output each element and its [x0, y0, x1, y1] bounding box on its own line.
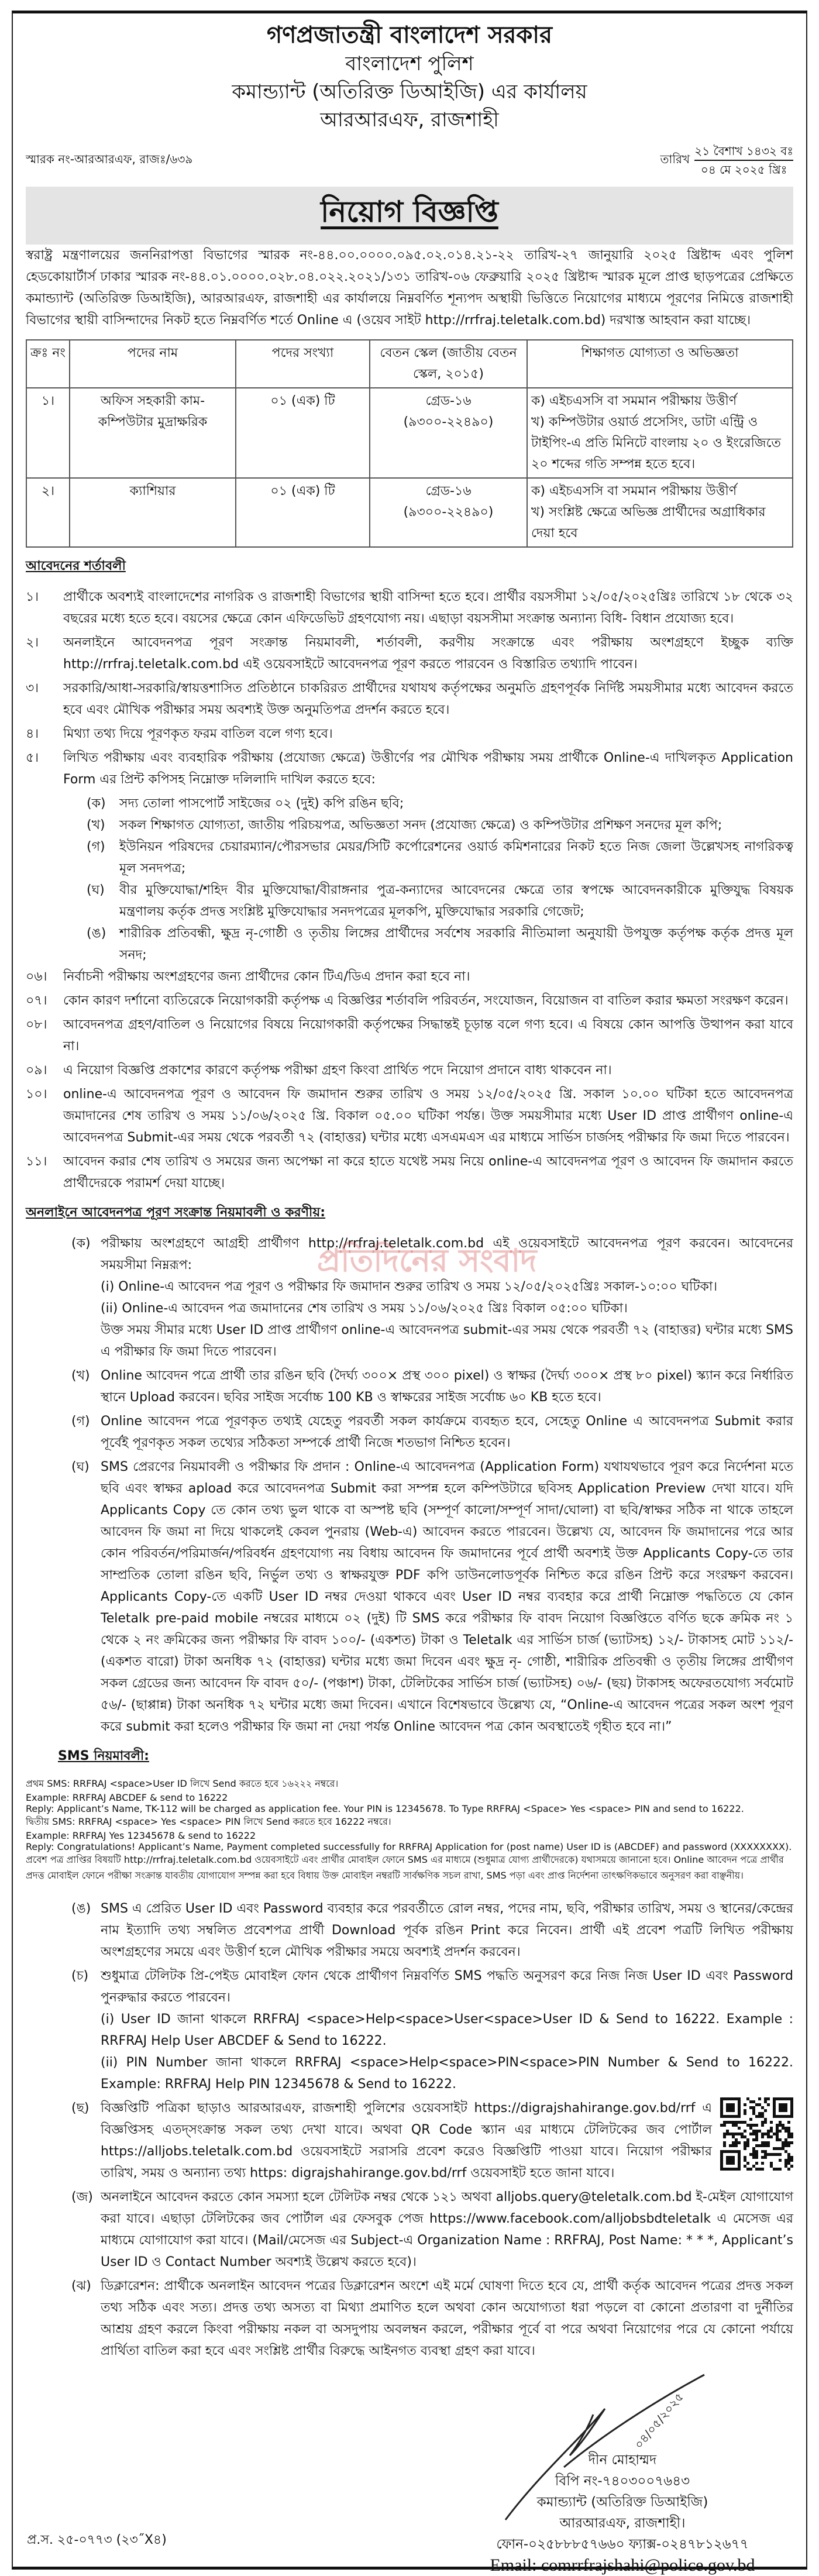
requirement-label: (ঘ)	[87, 883, 105, 897]
condition-number: ২।	[26, 635, 39, 650]
conditions-title: আবেদনের শর্তাবলী	[26, 559, 126, 573]
condition-number: ৪।	[26, 727, 39, 741]
online-rule-item	[71, 2097, 793, 2184]
scale: (৯৩০০-২২৪৯০)	[403, 505, 494, 520]
online-rule-label: (গ)	[71, 1414, 90, 1429]
table-header: পদের সংখ্যা	[236, 340, 370, 388]
newspaper-watermark: প্রতিদিনের সংবাদ	[317, 1242, 537, 1279]
office-name: কমান্ড্যান্ট (অতিরিক্ত ডিআইজি) এর কার্যালয়	[232, 80, 587, 104]
date-gregorian: ০৪ মে ২০২৫ খ্রিঃ	[700, 163, 787, 177]
condition-text: আবেদন করার শেষ তারিখ ও সময়ের জন্য অপেক্ষা না করে হাতে যথেষ্ট সময় নিয়ে online-এ আবেদনপত্র পূরণ ও আবেদন ফি জমাদান করতে প্রার্থীদেরকে পরামর্শ দেয়া যাচ্ছে।	[63, 1154, 793, 1191]
spacer	[26, 1884, 793, 1898]
online-rule-item	[71, 1456, 793, 1738]
condition-text: আবেদনপত্র গ্রহণ/বাতিল ও নিয়োগের বিষয়ে নিয়োগকারী কর্তৃপক্ষের সিদ্ধান্তই চূড়ান্ত বলে গণ্য হবে। এ বিষয়ে কোন আপত্তি উত্থাপন করা যাবে না।	[63, 1017, 793, 1054]
sms-rule-line: প্রথম SMS: RRFRAJ <space>User ID লিখে Send করতে হবে ১৬২২২ নম্বরে।	[26, 1778, 339, 1789]
condition-text: কোন কারণ দর্শানো ব্যতিরেকে নিয়োগকারী কর্তৃপক্ষ এ বিজ্ঞপ্তির শর্তাবলি পরিবর্তন, সংযোজন, বিয়োজন বা বাতিল করার ক্ষমতা সংরক্ষণ করেন।	[63, 993, 789, 1008]
signatory-name: দীন মোহাম্মদ	[588, 2453, 657, 2468]
online-rule-item	[71, 1898, 793, 1963]
qualification-line: খ) কম্পিউটার ওয়ার্ড প্রসেসিং, ডাটা এন্ট্রি ও টাইপিং-এ প্রতি মিনিটে বাংলায় ২০ ও ইংরেজিতে ২০ শব্দের গতি সম্পন্ন হতে হবে।	[531, 415, 781, 472]
online-rule-line: বিজ্ঞপ্তিটি পত্রিকা ছাড়াও আরআরএফ, রাজশাহী পুলিশের ওয়েবসাইট https://digrajshahirange.gov.bd/rrf এ বিজ্ঞপ্তিসহ এতদ্‌সংক্রান্ত সকল তথ্য দেখা যাবে। অথবা QR Code স্ক্যান এর মাধ্যমে টেলিটকের জব পোর্টাল https://alljobs.teletalk.com.bd ওয়েবসাইটে সরাসরি প্রবেশ করেও বিজ্ঞপ্তিটি পাওয়া যাবে। নিয়োগ পরীক্ষার তারিখ, সময় ও অন্যান্য তথ্য https: digrajshahirange.gov.bd/rrf ওয়েবসাইট হতে জানা যাবে।	[101, 2101, 712, 2181]
requirement-label: (ঙ)	[87, 926, 106, 941]
online-rule-line: উক্ত সময় সীমার মধ্যে User ID প্রাপ্ত প্রার্থীগণ online-এ আবেদনপত্র submit-এর সময় থেকে পরবর্তী ৭২ (বাহাত্তর) ঘন্টার মধ্যে SMS এ পরীক্ষার ফি জমা দিতে পারবেন।	[101, 1323, 793, 1359]
condition-item	[26, 990, 793, 1012]
online-rule-item	[71, 2186, 793, 2273]
date-label: তারিখ	[660, 152, 690, 166]
table-header: শিক্ষাগত যোগ্যতা ও অভিজ্ঞতা	[527, 340, 793, 388]
post-count-cell: ০১ (এক) টি	[236, 478, 370, 547]
table-header: ক্রঃ নং	[26, 340, 70, 388]
signatory-office: আরআরএফ, রাজশাহী।	[559, 2516, 686, 2531]
condition-item	[26, 723, 793, 745]
online-rule-line: (ii) PIN Number জানা থাকলে RRFRAJ <space>Help<space>PIN<space>PIN Number & Send to 16222. Example: RRFRAJ Help PIN 12345678 & Send to 16222.	[101, 2055, 793, 2092]
pay-scale-cell	[370, 388, 527, 478]
condition-number: ৫।	[26, 751, 39, 765]
requirement-label: (গ)	[87, 840, 105, 854]
vacancy-table	[26, 339, 793, 548]
qr-code-icon	[720, 2097, 793, 2171]
condition-item	[26, 632, 793, 675]
online-rule-label: (জ)	[71, 2190, 93, 2204]
scale: (৯৩০০-২২৪৯০)	[403, 415, 494, 429]
memo-row	[26, 142, 793, 178]
condition-item	[26, 1151, 793, 1194]
table-row	[26, 478, 793, 547]
signature-block	[26, 2374, 793, 2575]
condition-item	[26, 966, 793, 988]
requirement-text: সকল শিক্ষাগত যোগ্যতা, জাতীয় পরিচয়পত্র, অভিজ্ঞতা সনদ (প্রযোজ্য ক্ষেত্রে) ও কম্পিউটার প্রশিক্ষণ সনদের মূল কপি;	[119, 818, 722, 833]
sms-rule-line: Example: RRFRAJ ABCDEF & send to 16222	[26, 1792, 228, 1803]
grade: গ্রেড-১৬	[425, 394, 472, 408]
condition-text: লিখিত পরীক্ষায় এবং ব্যবহারিক পরীক্ষায় (প্রযোজ্য ক্ষেত্রে) উত্তীর্ণের পর মৌখিক পরীক্ষায় সময় প্রার্থীকে Online-এ দাখিলকৃত Application Form এর প্রিন্ট কপিসহ নিম্নোক্ত দলিলাদি দাখিল করতে হবে:	[63, 751, 793, 787]
online-rule-label: (ঝ)	[71, 2279, 91, 2293]
online-rules-list-2	[26, 1898, 793, 2362]
online-rule-text	[101, 1456, 793, 1738]
table-row	[26, 388, 793, 478]
memo-number: স্মারক নং-আরআরএফ, রাজঃ/৬৩৯	[26, 152, 193, 166]
condition-number: ১।	[26, 590, 39, 604]
document-requirement	[63, 923, 793, 966]
qualification-cell	[527, 478, 793, 547]
requirement-text: সদ্য তোলা পাসপোর্ট সাইজের ০২ (দুই) কপি রঙিন ছবি;	[119, 796, 404, 811]
notice-title: নিয়োগ বিজ্ঞপ্তি	[321, 195, 498, 229]
online-rule-item	[71, 1411, 793, 1454]
online-rule-item	[71, 2275, 793, 2362]
online-rule-label: (চ)	[71, 1969, 89, 1983]
serial-cell: ১।	[26, 388, 70, 478]
signature-date: ০৪/০৫/২০২৫	[631, 2389, 687, 2452]
print-code: প্র.স. ২৫-০৭৭৩ (২৩˝X৪)	[27, 2533, 167, 2547]
sms-rule-line: প্রবেশ পত্র প্রাপ্তির বিষয়টি http://rrfraj.teletalk.com.bd ওয়েবসাইটে এবং প্রার্থীর মোবাইল ফোনে SMS এর মাধ্যমে (শুধুমাত্র যোগ্য প্রার্থীদেরকে) যথাসময়ে জানানো হবে। Online আবেদন পত্রে প্রার্থীর প্রদত্ত মোবাইল ফোনে পরীক্ষা সংক্রান্ত যাবতীয় যোগাযোগ সম্পন্ন করা হবে বিধায় উক্ত মোবাইল নম্বরটি সার্বক্ষণিক সচল রাখা, SMS পড়া এবং প্রাপ্ত নির্দেশনা তাৎক্ষণিকভাবে অনুসরণ করা বাঞ্ছনীয়।	[26, 1854, 784, 1881]
online-rule-text	[101, 1898, 793, 1963]
condition-number: ০৯।	[26, 1063, 47, 1078]
table-header: পদের নাম	[70, 340, 236, 388]
online-rule-line: Online আবেদন পত্রে পূরণকৃত তথ্যই যেহেতু পরবর্তী সকল কার্যক্রমে ব্যবহৃত হবে, সেহেতু Online এ আবেদনপত্র Submit করার পূর্বেই পূরণকৃত সকল তথ্যের সঠিকতা সম্পর্কে প্রার্থী নিজে শতভাগ নিশ্চিত হবেন।	[101, 1414, 793, 1450]
sms-rule-line: দ্বিতীয় SMS: RRFRAJ <space> Yes <space> PIN লিখে Send করতে হবে 16222 নম্বরে।	[26, 1816, 391, 1827]
department-name: বাংলাদেশ পুলিশ	[345, 52, 474, 75]
condition-text: অনলাইনে আবেদনপত্র পূরণ সংক্রান্ত নিয়মাবলী, শর্তাবলী, করণীয় সংক্রান্তে এবং পরীক্ষায় অংশগ্রহণে ইচ্ছুক ব্যক্তি http://rrfraj.teletalk.com.bd এই ওয়েবসাইটে আবেদনপত্র পূরণ করতে পারবেন ও বিস্তারিত তথ্যাদি পাবেন।	[63, 635, 793, 672]
qualification-cell	[527, 388, 793, 478]
sms-rule-line: Reply: Applicant’s Name, TK-112 will be charged as application fee. Your PIN is 12345678. To Type RRFRAJ <Space> Yes <space> PIN and send to 16222.	[26, 1803, 744, 1814]
online-rule-label: (ক)	[71, 1236, 91, 1251]
signatory-designation: কমান্ড্যান্ট (অতিরিক্ত ডিআইজি)	[536, 2495, 708, 2510]
online-rule-text	[101, 1365, 793, 1408]
condition-number: ১০।	[26, 1087, 47, 1102]
contact-phone-fax: ফোন-০২৫৮৮৮৫৭৬৬০ ফ্যাক্স-০২৪৭৮১২৬৭৭	[496, 2537, 749, 2552]
sms-rules-title: SMS নিয়মাবলী:	[58, 1749, 149, 1763]
office-location: আরআরএফ, রাজশাহী	[320, 108, 499, 132]
serial-cell: ২।	[26, 478, 70, 547]
online-rule-line: (ii) Online-এ আবেদন পত্র জমাদানের শেষ তারিখ ও সময় ১১/০৬/২০২৫ খ্রিঃ বিকাল ০৫:০০ ঘটিকা।	[101, 1301, 628, 1316]
grade: গ্রেড-১৬	[425, 484, 472, 498]
intro-paragraph: স্বরাষ্ট্র মন্ত্রণালয়ের জননিরাপত্তা বিভাগের স্মারক নং-৪৪.০০.০০০০.০৯৫.০২.০১৪.২১-২২ তারিখ-২৭ জানুয়ারি ২০২৫ খ্রিষ্টাব্দ এবং পুলিশ হেডকোয়ার্টার্স ঢাকার স্মারক নং-৪৪.০১.০০০০.০২৮.০৪.০২২.২০২১/১৩১ তারিখ-০৬ ফেব্রুয়ারি ২০২৫ খ্রিষ্টাব্দ স্মারক মূলে প্রাপ্ত ছাড়পত্রের প্রেক্ষিতে কমান্ড্যান্ট (অতিরিক্ত ডিআইজি), আরআরএফ, রাজশাহী এর কার্যালয়ে নিম্নবর্ণিত শূন্যপদ অস্থায়ী ভিত্তিতে নিয়োগের মাধ্যমে পূরণের নিমিত্তে রাজশাহী বিভাগের স্থায়ী বাসিন্দাদের নিকট হতে নিম্নবর্ণিত শর্তে Online এ (ওয়েব সাইট http://rrfraj.teletalk.com.bd) দরখাস্ত আহবান করা যাচ্ছে।	[26, 248, 793, 328]
condition-text: সরকারি/আধা-সরকারি/স্বায়ত্তশাসিত প্রতিষ্ঠানে চাকরিরত প্রার্থীদের যথাযথ কর্তৃপক্ষের অনুমতি গ্রহণপূর্বক নির্দিষ্ট সময়সীমার মধ্যে আবেদন করতে হবে এবং মৌখিক পরীক্ষার সময় অবশ্যই উক্ত অনুমতিপত্র প্রদর্শন করতে হবে।	[63, 681, 793, 717]
post-name-cell: ক্যাশিয়ার	[70, 478, 236, 547]
online-rule-text	[101, 1233, 793, 1363]
document-requirement	[63, 814, 793, 836]
post-name-cell: অফিস সহকারী কাম-কম্পিউটার মুদ্রাক্ষরিক	[70, 388, 236, 478]
online-rule-line: অনলাইনে আবেদন করতে কোন সমস্যা হলে টেলিটক নম্বর থেকে ১২১ অথবা alljobs.query@teletalk.com.bd ই-মেইল যোগাযোগ করা যাবে। এছাড়া টেলিটকের জব পোর্টাল এর ফেসবুক পেজ https://www.facebook.com/alljobsbdteletalk এ মেসেজ এর মাধ্যমে যোগাযোগ করা যাবে। (Mail/মেসেজ এর Subject-এ Organization Name : RRFRAJ, Post Name: * * *, Applicant’s User ID ও Contact Number অবশ্যই উল্লেখ করতে হবে)।	[101, 2190, 793, 2269]
online-rule-line: SMS এ প্রেরিত User ID এবং Password ব্যবহার করে পরবর্তীতে রোল নম্বর, পদের নাম, ছবি, পরীক্ষার তারিখ, সময় ও স্থানের/কেন্দ্রের নাম ইত্যাদি তথ্য সম্বলিত প্রবেশপত্র প্রার্থী Download পূর্বক রঙিন Print করে নিবেন। প্রার্থী এই প্রবেশ পত্রটি লিখিত পরীক্ষায় অংশগ্রহণের সময়ে এবং উত্তীর্ণ হলে মৌখিক পরীক্ষার সময়ে অবশ্যই প্রদর্শন করবেন।	[101, 1901, 793, 1959]
government-name: গণপ্রজাতন্ত্রী বাংলাদেশ সরকার	[267, 22, 552, 49]
online-rule-label: (ঙ)	[71, 1901, 91, 1916]
condition-text: মিথ্যা তথ্য দিয়ে পূরণকৃত ফরম বাতিল বলে গণ্য হবে।	[63, 727, 333, 741]
online-rule-line: পরীক্ষায় অংশগ্রহণে আগ্রহী প্রার্থীগণ http://rrfraj.teletalk.com.bd এই ওয়েবসাইটে আবেদনপত্র পূরণ করবেন। আবেদনের সময়সীমা নিম্নরূপ:	[101, 1236, 793, 1272]
online-rule-text	[101, 1411, 793, 1454]
requirement-text: ইউনিয়ন পরিষদের চেয়ারম্যান/পৌরসভার মেয়র/সিটি কর্পোরেশনের ওয়ার্ড কমিশনারের নিকট হতে নিজ জেলা উল্লেখসহ নাগরিকত্ব মূল সনদপত্র;	[119, 840, 793, 876]
online-rule-label: (খ)	[71, 1368, 90, 1383]
condition-number: ১১।	[26, 1154, 47, 1169]
date-bangla: ২১ বৈশাখ ১৪৩২ বঃ	[694, 142, 793, 161]
online-rule-line: (i) Online-এ আবেদন পত্র পূরণ ও পরীক্ষার ফি জমাদান শুরুর তারিখ ও সময় ১২/০৫/২০২৫খ্রিঃ সকাল-১০:০০ ঘটিকা।	[101, 1280, 718, 1294]
condition-item	[26, 1060, 793, 1081]
requirement-text: বীর মুক্তিযোদ্ধা/শহিদ বীর মুক্তিযোদ্ধা/বীরাঙ্গনার পুত্র-কন্যাদের আবেদনের ক্ষেত্রে তার স্বপক্ষে আবেদনকারীকে মুক্তিযুদ্ধ বিষয়ক মন্ত্রণালয় কর্তৃক প্রদত্ত সংশ্লিষ্ট মুক্তিযোদ্ধার সনদপত্রের মূলকপি, মুক্তিযোদ্ধার সরকারি গেজেট;	[119, 883, 793, 919]
contact-email: Email: comrrfrajshahi@police.gov.bd	[490, 2556, 755, 2575]
condition-number: ০৭।	[26, 993, 47, 1008]
notice-title-banner	[26, 187, 793, 245]
condition-item	[26, 586, 793, 630]
document-requirement	[63, 836, 793, 879]
document-requirement	[63, 793, 793, 814]
qualification-line: ক) এইচএসসি বা সমমান পরীক্ষায় উত্তীর্ণ	[531, 484, 737, 498]
online-rule-text	[101, 1965, 793, 2095]
document-requirement	[63, 879, 793, 923]
online-rule-text	[101, 2275, 793, 2362]
online-rule-label: (ঘ)	[71, 1460, 90, 1474]
online-rules-list	[26, 1233, 793, 1738]
online-rule-item	[71, 1365, 793, 1408]
condition-item	[26, 1014, 793, 1057]
online-rule-label: (ছ)	[71, 2101, 90, 2116]
online-rules-title: অনলাইনে আবেদনপত্র পূরণ সংক্রান্ত নিয়মাবলী ও করণীয়:	[26, 1205, 326, 1220]
online-rule-item	[71, 1233, 793, 1363]
condition-item	[26, 677, 793, 721]
condition-item	[26, 1084, 793, 1148]
online-rule-line: শুধুমাত্র টেলিটক প্রি-পেইড মোবাইল ফোন থেকে প্রার্থীগণ নিম্নবর্ণিত SMS পদ্ধতি অনুসরণ করে নিজ নিজ User ID এবং Password পুনরুদ্ধার করতে পারবেন।	[101, 1969, 793, 2005]
requirement-text: শারীরিক প্রতিবন্ধী, ক্ষুদ্র নৃ-গোষ্ঠী ও তৃতীয় লিঙ্গের প্রার্থীদের সর্বশেষ সরকারি নীতিমালা অনুযায়ী উপযুক্ত কর্তৃপক্ষ কর্তৃক প্রদত্ত মূল সনদ;	[119, 926, 793, 962]
signatory-bp-number: বিপি নং-৭৪০৩০০৭৬৪৩	[555, 2474, 690, 2489]
sms-rules	[26, 1776, 793, 1898]
online-rule-line: SMS প্রেরণের নিয়মাবলী ও পরীক্ষার ফি প্রদান : Online-এ আবেদনপত্র (Application Form) যথাযথভাবে পূরণ করে নির্দেশনা মতে ছবি এবং স্বাক্ষর apload করে আবেদনপত্র Submit করা সম্পন্ন হলে কম্পিউটারে ছবিসহ Application Preview দেখা যাবে। যদি Applicants Copy তে কোন তথ্য ভুল থাকে বা অস্পষ্ট ছবি (সম্পূর্ণ কালো/সম্পূর্ণ সাদা/ঘোলা) বা ছবি/স্বাক্ষর সঠিক না থাকে তাহলে আবেদন ফি জমা না দিয়ে থাকলেই কেবল পুনরায় (Web-এ) আবেদন করতে পারবেন। উল্লেখ্য যে, আবেদন ফি জমাদানের পরে আর কোন পরিবর্তন/পরিমার্জন/পরিবর্ধন গ্রহণযোগ্য নয় বিধায় আবেদন ফি জমাদানের পূর্বে প্রার্থী অবশ্যই উক্ত Applicants Copy-তে তার সাম্প্রতিক তোলা রঙিন ছবি, নির্ভুল তথ্য ও স্বাক্ষরযুক্ত PDF কপি ডাউনলোডপূর্বক নিশ্চিত করে রঙিন প্রিন্ট করে সংরক্ষণ করবেন। Applicants Copy-তে একটি User ID নম্বর দেওয়া থাকবে এবং User ID নম্বর ব্যবহার করে প্রার্থী নিম্নোক্ত পদ্ধতিতে যে কোন Teletalk pre-paid mobile নম্বরের মাধ্যমে ০২ (দুই) টি SMS করে পরীক্ষার ফি বাবদ নিয়োগ বিজ্ঞপ্তিতে বর্ণিত ছকে ক্রমিক নং ১ থেকে ২ নং ক্রমিকের জন্য পরীক্ষার ফি বাবদ ১০০/- (একশত) টাকা ও Teletalk এর সার্ভিস চার্জ (ভ্যাটসহ) ১২/- টাকাসহ মোট ১১২/- (একশত বারো) টাকা অনধিক ৭২ (বাহাত্তর) ঘন্টার মধ্যে জমা দিবেন এবং ক্ষুদ্র নৃ- গোষ্ঠী, শারীরিক প্রতিবন্ধী ও তৃতীয় লিঙ্গের প্রার্থীগণ সকল গ্রেডের জন্য আবেদন ফি বাবদ ৫০/- (পঞ্চাশ) টাকা, টেলিটকের সার্ভিস চার্জ (ভ্যাটসহ) ০৬/- (ছয়) টাকাসহ অফেরতযোগ্য সর্বমোট ৫৬/- (ছাপ্পান্ন) টাকা অনধিক ৭২ ঘন্টার মধ্যে জমা দিবেন। এখানে বিশেষভাবে উল্লেখ্য যে, “Online-এ আবেদন পত্রের সকল অংশ পূরণ করে submit করা হলেও পরীক্ষার ফি জমা না দেয়া পর্যন্ত Online আবেদন পত্র কোন অবস্থাতেই গৃহীত হবে না।”	[101, 1460, 793, 1734]
condition-item	[26, 747, 793, 790]
condition-number: ৩।	[26, 681, 39, 696]
condition-number: ০৬।	[26, 969, 47, 984]
condition-number: ০৮।	[26, 1017, 47, 1032]
date-block	[660, 142, 793, 178]
online-rule-line: (i) User ID জানা থাকলে RRFRAJ <space>Help<space>User<space>User ID & Send to 16222. Example : RRFRAJ Help User ABCDEF & Send to 16222.	[101, 2012, 793, 2048]
condition-text: online-এ আবেদনপত্র পূরণ ও আবেদন ফি জমাদান শুরুর তারিখ ও সময় ১২/০৫/২০২৫ খ্রি. সকাল ১০.০০ ঘটিকা হতে আবেদনপত্র জমাদানের শেষ তারিখ ও সময় ১১/০৬/২০২৫ খ্রি. বিকাল ০৫.০০ ঘটিকা পর্যন্ত। উক্ত সময়সীমার মধ্যে User ID প্রাপ্ত প্রার্থীগণ online-এ আবেদনপত্র Submit-এর সময় থেকে পরবর্তী ৭২ (বাহাত্তর) ঘন্টার মধ্যে এসএমএস এর মাধ্যমে সার্ভিস চার্জসহ পরীক্ষার ফি জমা দিতে পারবেন।	[63, 1087, 793, 1145]
online-rule-item	[71, 1965, 793, 2095]
notice-document	[12, 11, 807, 2575]
condition-text: নির্বাচনী পরীক্ষায় অংশগ্রহণের জন্য প্রার্থীদের কোন টিএ/ডিএ প্রদান করা হবে না।	[63, 969, 470, 984]
condition-text: প্রার্থীকে অবশ্যই বাংলাদেশের নাগরিক ও রাজশাহী বিভাগের স্থায়ী বাসিন্দা হতে হবে। প্রার্থীর বয়সসীমা ১২/০৫/২০২৫খ্রিঃ তারিখে ১৮ থেকে ৩২ বছরের মধ্যে হতে হবে। বয়সের ক্ষেত্রে কোন এফিডেভিট গ্রহণযোগ্য নয়। এছাড়া বয়সসীমা সংক্রান্ত অন্যান্য বিধি- বিধান প্রযোজ্য হবে।	[63, 590, 793, 626]
online-rule-line: ডিক্লারেশন: প্রার্থীকে অনলাইন আবেদন পত্রের ডিক্লারেশন অংশে এই মর্মে ঘোষণা দিতে হবে যে, প্রার্থী কর্তৃক আবেদন পত্রের প্রদত্ত সকল তথ্য সঠিক এবং সত্য। প্রদত্ত তথ্য অসত্য বা মিথ্যা প্রমাণিত হলে অথবা কোন অযোগ্যতা ধরা পড়লে বা কোনো প্রতারণা বা দুর্নীতির আশ্রয় গ্রহণ করলে কিংবা পরীক্ষায় নকল বা অসদুপায় অবলম্বন করলে, পরীক্ষার পূর্বে বা পরে অথবা নিয়োগের পরে যে কোনো পর্যায়ে প্রার্থিতা বাতিল করা হবে এবং সংশ্লিষ্ট প্রার্থীর বিরুদ্ধে আইনগত ব্যবস্থা গ্রহণ করা যাবে।	[101, 2279, 793, 2358]
sms-rule-line: Example: RRFRAJ Yes 12345678 & send to 16222	[26, 1830, 256, 1841]
post-count-cell: ০১ (এক) টি	[236, 388, 370, 478]
online-rule-text	[101, 2186, 793, 2273]
requirement-label: (ক)	[87, 796, 106, 811]
table-header: বেতন স্কেল (জাতীয় বেতন স্কেল, ২০১৫)	[370, 340, 527, 388]
letterhead	[26, 20, 793, 134]
online-rule-line: Online আবেদন পত্রে প্রার্থী তার রঙিন ছবি (দৈর্ঘ্য ৩০০× প্রস্থ ৩০০ pixel) ও স্বাক্ষর (দৈর্ঘ্য ৩০০× প্রস্থ ৮০ pixel) স্ক্যান করে নির্ধারিত স্থানে Upload করবেন। ছবির সাইজ সর্বোচ্চ 100 KB ও স্বাক্ষরের সাইজ সর্বোচ্চ ৬০ KB হতে হবে।	[101, 1368, 793, 1405]
sms-rule-line: Reply: Congratulations! Applicant’s Name, Payment completed successfully for RRFRAJ Application for (post name) User ID is (ABCDEF) and password (XXXXXXXX).	[26, 1841, 792, 1852]
condition-text: এ নিয়োগ বিজ্ঞপ্তি প্রকাশের কারণে কর্তৃপক্ষ পরীক্ষা গ্রহণ কিংবা প্রার্থিত পদে নিয়োগ প্রদানে বাধ্য থাকবেন না।	[63, 1063, 612, 1078]
online-rule-text	[101, 2097, 793, 2184]
conditions-list	[26, 586, 793, 1194]
pay-scale-cell	[370, 478, 527, 547]
requirement-label: (খ)	[87, 818, 105, 833]
qualification-line: খ) সংশ্লিষ্ট ক্ষেত্রে অভিজ্ঞ প্রার্থীদের অগ্রাধিকার দেয়া হবে	[531, 505, 766, 541]
qualification-line: ক) এইচএসসি বা সমমান পরীক্ষায় উত্তীর্ণ	[531, 394, 737, 408]
